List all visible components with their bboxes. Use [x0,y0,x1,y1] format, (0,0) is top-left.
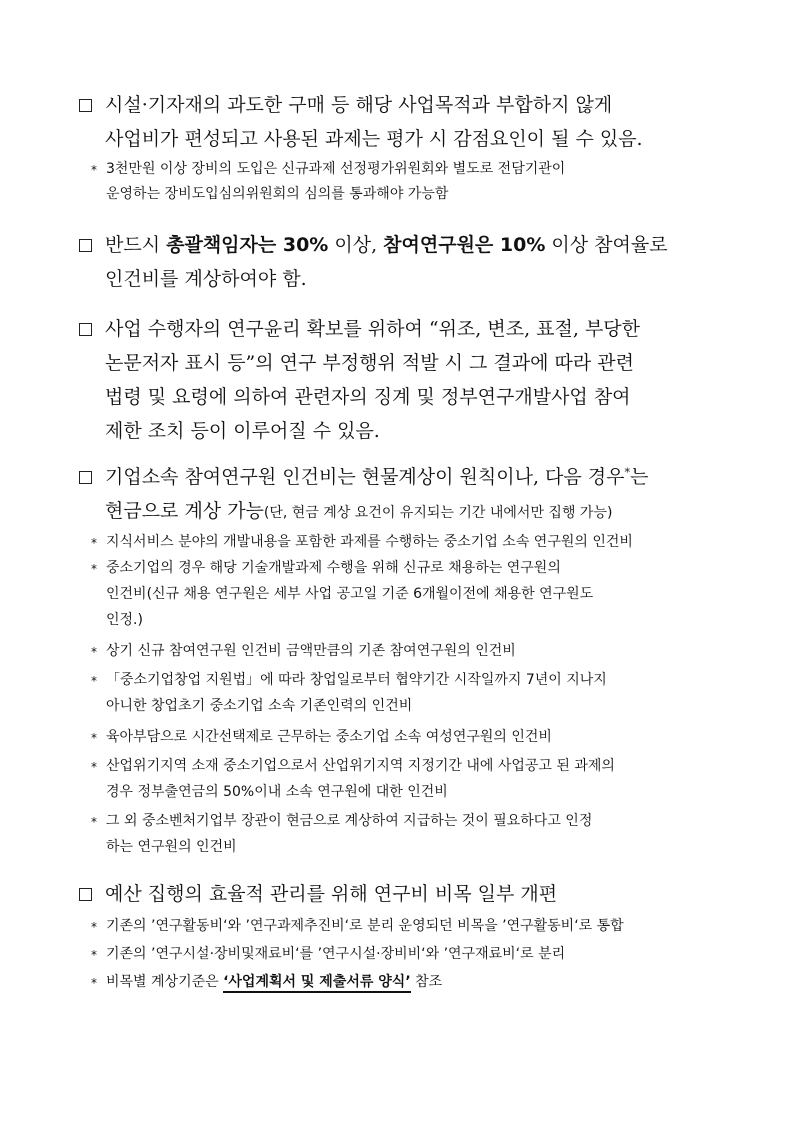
form-reference: ‘사업계획서 및 제출서류 양식’ [223,974,411,993]
note-text: 아니한 창업초기 중소기업 소속 기존인력의 인건비 [106,698,413,714]
checkbox-icon [79,99,92,112]
asterisk-icon: * [91,976,97,990]
participant-researcher-rate: 참여연구원은 10% [383,234,546,256]
checkbox-icon [79,888,92,901]
note-text: 상기 신규 참여연구원 인건비 금액만큼의 기존 참여연구원의 인건비 [106,643,516,659]
note-text: 인정.) [106,612,143,628]
note-text: 육아부담으로 시간선택제로 근무하는 중소기업 소속 여성연구원의 인건비 [106,729,552,745]
section-text: 반드시 총괄책임자는 30% 이상, 참여연구원은 10% 이상 참여율로 [105,234,668,256]
note-text: 그 외 중소벤처기업부 장관이 현금으로 계상하여 지급하는 것이 필요하다고 인정 [106,813,593,829]
asterisk-icon: * [91,920,97,934]
note-text: 산업위기지역 소재 중소기업으로서 산업위기지역 지정기간 내에 사업공고 된 과제의 [106,758,615,774]
principal-researcher-rate: 총괄책임자는 30% [166,234,329,256]
section-text: 시설·기자재의 과도한 구매 등 해당 사업목적과 부합하지 않게 [105,94,613,116]
section-text: 예산 집행의 효율적 관리를 위해 연구비 비목 일부 개편 [105,883,558,905]
note-text: 비목별 계상기준은 ‘사업계획서 및 제출서류 양식’ 참조 [106,972,442,992]
section-text: 기업소속 참여연구원 인건비는 현물계상이 원칙이나, 다음 경우*는 [105,466,649,488]
note-text: 운영하는 장비도입심의위원회의 심의를 통과해야 가능함 [106,186,449,202]
checkbox-icon [79,323,92,336]
section-text: 논문저자 표시 등”의 연구 부정행위 적발 시 그 결과에 따라 관련 [105,352,634,374]
asterisk-icon: * [91,163,97,177]
asterisk-icon: * [91,731,97,745]
section-text: 제한 조치 등이 이루어질 수 있음. [105,420,380,442]
section-text: 현금으로 계상 가능(단, 현금 계상 요건이 유지되는 기간 내에서만 집행 가능) [105,500,613,522]
section-text: 사업 수행자의 연구윤리 확보를 위하여 “위조, 변조, 표절, 부당한 [105,318,640,340]
asterisk-icon: * [91,815,97,829]
note-text: 3천만원 이상 장비의 도입은 신규과제 선정평가위원회와 별도로 전담기관이 [106,161,566,177]
section-text: 법령 및 요령에 의하여 관련자의 징계 및 정부연구개발사업 참여 [105,386,631,408]
note-text: 하는 연구원의 인건비 [106,839,237,855]
asterisk-icon: * [91,645,97,659]
note-text: 기존의 ’연구활동비‘와 ’연구과제추진비‘로 분리 운영되던 비목을 ’연구활동비‘로 통합 [106,918,624,934]
asterisk-icon: * [91,562,97,576]
asterisk-icon: * [91,536,97,550]
note-text: 경우 정부출연금의 50%이내 소속 연구원에 대한 인건비 [106,784,448,800]
note-text: 인건비(신규 채용 연구원은 세부 사업 공고일 기준 6개월이전에 채용한 연구원도 [106,586,594,602]
note-text: 기존의 ’연구시설·장비및재료비‘를 ’연구시설·장비비‘와 ’연구재료비‘로 분리 [106,946,566,962]
checkbox-icon [79,239,92,252]
note-text: 「중소기업창업 지원법」에 따라 창업일로부터 협약기간 시작일까지 7년이 지나지 [106,672,607,688]
section-text: 인건비를 계상하여야 함. [105,268,307,290]
asterisk-icon: * [91,760,97,774]
note-text: 중소기업의 경우 해당 기술개발과제 수행을 위해 신규로 채용하는 연구원의 [106,560,561,576]
asterisk-icon: * [91,948,97,962]
asterisk-icon: * [91,674,97,688]
footnote-asterisk: * [624,466,630,479]
checkbox-icon [79,471,92,484]
section-text: 사업비가 편성되고 사용된 과제는 평가 시 감점요인이 될 수 있음. [105,128,643,150]
note-text: 지식서비스 분야의 개발내용을 포함한 과제를 수행하는 중소기업 소속 연구원의 인건비 [106,534,633,550]
